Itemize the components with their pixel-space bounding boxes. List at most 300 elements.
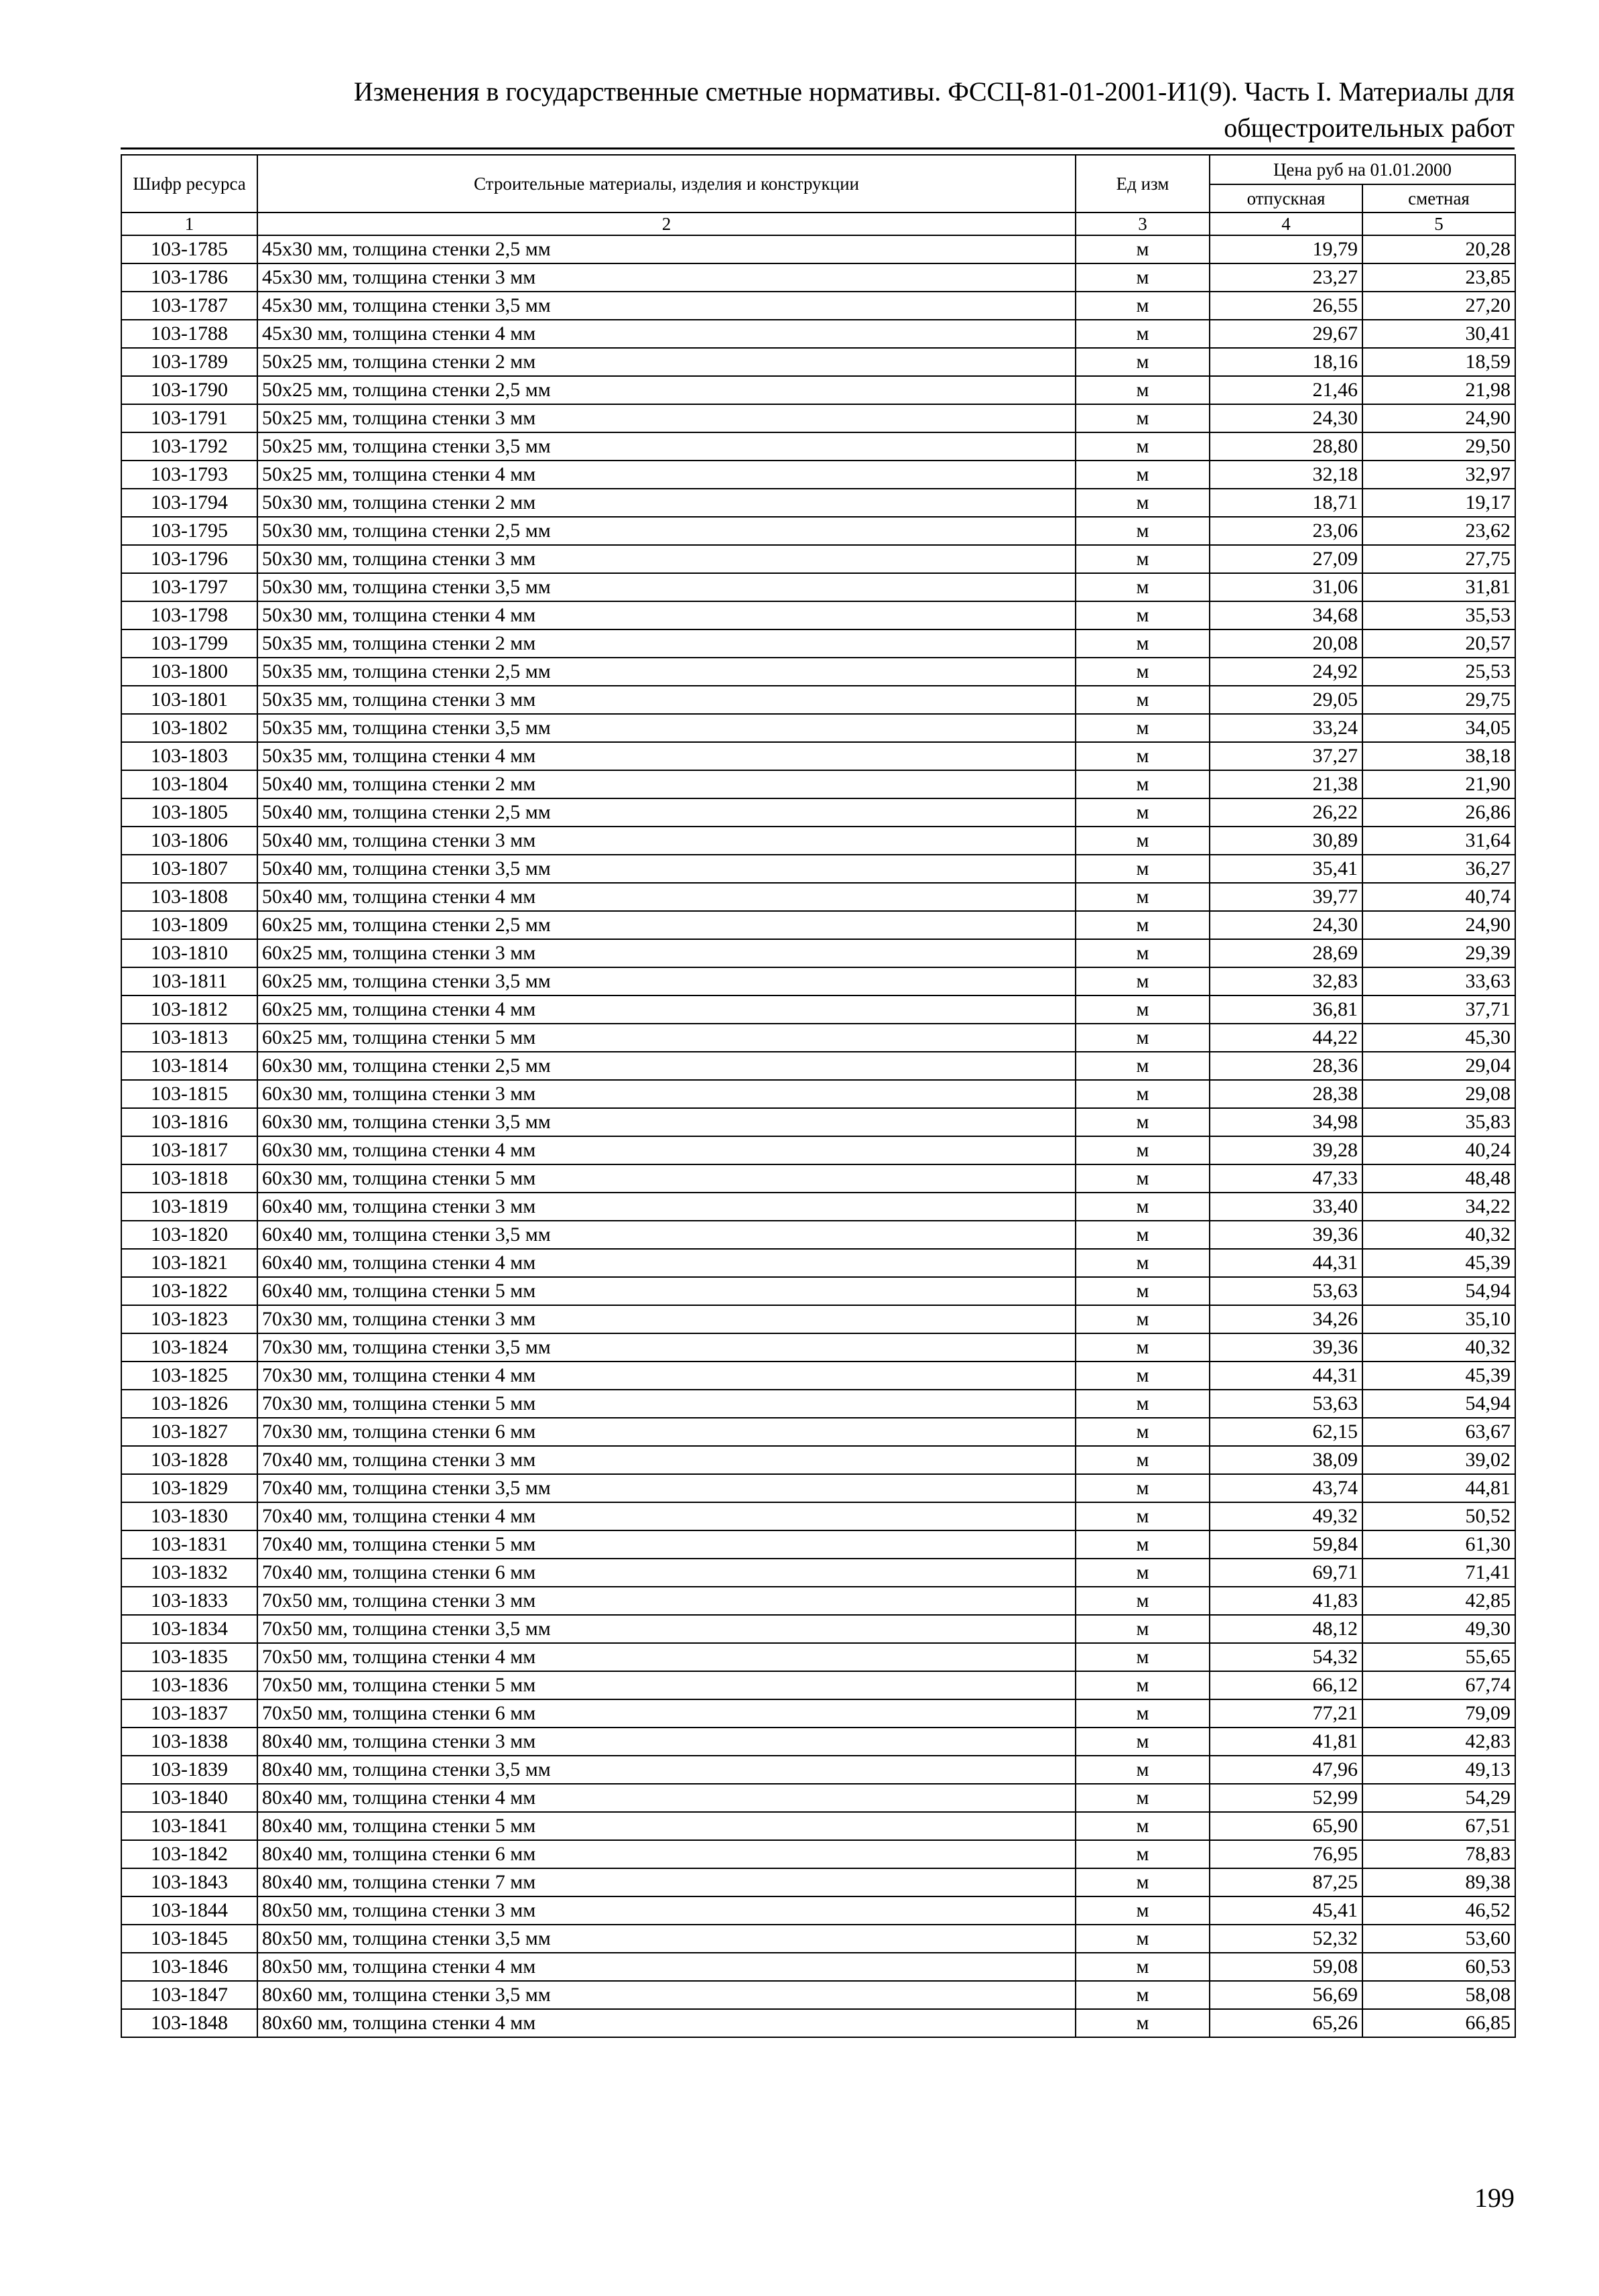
table-row	[121, 1221, 1515, 1249]
estimate-price-cell: 58,08	[1362, 1981, 1515, 2009]
col-header-name: Строительные материалы, изделия и конструкции	[257, 155, 1076, 213]
table-row	[121, 517, 1515, 545]
material-name-cell: 50x25 мм, толщина стенки 3 мм	[257, 404, 1076, 432]
release-price-cell: 31,06	[1210, 573, 1362, 601]
table-row	[121, 798, 1515, 827]
estimate-price-cell: 89,38	[1362, 1868, 1515, 1896]
resource-code-cell: 103-1833	[121, 1587, 257, 1615]
unit-cell: м	[1076, 1052, 1210, 1080]
material-name-cell: 70x40 мм, толщина стенки 6 мм	[257, 1559, 1076, 1587]
resource-code-cell: 103-1815	[121, 1080, 257, 1108]
unit-cell: м	[1076, 742, 1210, 770]
release-price-cell: 41,83	[1210, 1587, 1362, 1615]
release-price-cell: 36,81	[1210, 995, 1362, 1024]
resource-code-cell: 103-1843	[121, 1868, 257, 1896]
resource-code-cell: 103-1787	[121, 292, 257, 320]
header-rule	[121, 147, 1515, 149]
material-name-cell: 45x30 мм, толщина стенки 3 мм	[257, 263, 1076, 292]
material-name-cell: 70x40 мм, толщина стенки 4 мм	[257, 1502, 1076, 1530]
table-row	[121, 1164, 1515, 1193]
resource-code-cell: 103-1837	[121, 1699, 257, 1728]
estimate-price-cell: 63,67	[1362, 1418, 1515, 1446]
resource-code-cell: 103-1790	[121, 376, 257, 404]
unit-cell: м	[1076, 798, 1210, 827]
estimate-price-cell: 71,41	[1362, 1559, 1515, 1587]
table-row	[121, 686, 1515, 714]
table-row	[121, 1812, 1515, 1840]
release-price-cell: 37,27	[1210, 742, 1362, 770]
table-row	[121, 320, 1515, 348]
release-price-cell: 43,74	[1210, 1474, 1362, 1502]
unit-cell: м	[1076, 1953, 1210, 1981]
release-price-cell: 45,41	[1210, 1896, 1362, 1925]
material-name-cell: 50x35 мм, толщина стенки 3,5 мм	[257, 714, 1076, 742]
resource-code-cell: 103-1826	[121, 1390, 257, 1418]
resource-code-cell: 103-1827	[121, 1418, 257, 1446]
material-name-cell: 50x30 мм, толщина стенки 2,5 мм	[257, 517, 1076, 545]
material-name-cell: 80x40 мм, толщина стенки 5 мм	[257, 1812, 1076, 1840]
material-name-cell: 50x35 мм, толщина стенки 2,5 мм	[257, 658, 1076, 686]
resource-code-cell: 103-1811	[121, 967, 257, 995]
material-name-cell: 50x35 мм, толщина стенки 2 мм	[257, 629, 1076, 658]
table-row	[121, 1756, 1515, 1784]
resource-code-cell: 103-1785	[121, 235, 257, 263]
resource-code-cell: 103-1818	[121, 1164, 257, 1193]
resource-code-cell: 103-1844	[121, 1896, 257, 1925]
resource-code-cell: 103-1786	[121, 263, 257, 292]
resource-code-cell: 103-1788	[121, 320, 257, 348]
release-price-cell: 28,38	[1210, 1080, 1362, 1108]
release-price-cell: 59,84	[1210, 1530, 1362, 1559]
estimate-price-cell: 23,62	[1362, 517, 1515, 545]
material-name-cell: 45x30 мм, толщина стенки 2,5 мм	[257, 235, 1076, 263]
resource-code-cell: 103-1814	[121, 1052, 257, 1080]
material-name-cell: 80x50 мм, толщина стенки 3,5 мм	[257, 1925, 1076, 1953]
table-row	[121, 939, 1515, 967]
resource-code-cell: 103-1819	[121, 1193, 257, 1221]
unit-cell: м	[1076, 714, 1210, 742]
table-row	[121, 714, 1515, 742]
material-name-cell: 50x30 мм, толщина стенки 2 мм	[257, 489, 1076, 517]
material-name-cell: 70x30 мм, толщина стенки 6 мм	[257, 1418, 1076, 1446]
estimate-price-cell: 29,08	[1362, 1080, 1515, 1108]
unit-cell: м	[1076, 376, 1210, 404]
material-name-cell: 60x25 мм, толщина стенки 4 мм	[257, 995, 1076, 1024]
resource-code-cell: 103-1831	[121, 1530, 257, 1559]
release-price-cell: 39,77	[1210, 883, 1362, 911]
estimate-price-cell: 45,30	[1362, 1024, 1515, 1052]
estimate-price-cell: 21,98	[1362, 376, 1515, 404]
release-price-cell: 28,69	[1210, 939, 1362, 967]
material-name-cell: 60x25 мм, толщина стенки 5 мм	[257, 1024, 1076, 1052]
resource-code-cell: 103-1824	[121, 1333, 257, 1362]
estimate-price-cell: 45,39	[1362, 1249, 1515, 1277]
table-row	[121, 1699, 1515, 1728]
release-price-cell: 44,22	[1210, 1024, 1362, 1052]
table-row	[121, 1896, 1515, 1925]
table-row	[121, 1868, 1515, 1896]
col-number-2: 2	[257, 213, 1076, 235]
estimate-price-cell: 18,59	[1362, 348, 1515, 376]
material-name-cell: 70x50 мм, толщина стенки 4 мм	[257, 1643, 1076, 1671]
release-price-cell: 76,95	[1210, 1840, 1362, 1868]
table-row	[121, 1474, 1515, 1502]
release-price-cell: 21,46	[1210, 376, 1362, 404]
estimate-price-cell: 35,10	[1362, 1305, 1515, 1333]
release-price-cell: 52,32	[1210, 1925, 1362, 1953]
table-row	[121, 1333, 1515, 1362]
unit-cell: м	[1076, 1446, 1210, 1474]
material-name-cell: 80x50 мм, толщина стенки 3 мм	[257, 1896, 1076, 1925]
unit-cell: м	[1076, 517, 1210, 545]
estimate-price-cell: 26,86	[1362, 798, 1515, 827]
resource-code-cell: 103-1825	[121, 1362, 257, 1390]
material-name-cell: 50x40 мм, толщина стенки 3 мм	[257, 827, 1076, 855]
estimate-price-cell: 35,83	[1362, 1108, 1515, 1136]
release-price-cell: 54,32	[1210, 1643, 1362, 1671]
unit-cell: м	[1076, 461, 1210, 489]
resource-code-cell: 103-1816	[121, 1108, 257, 1136]
material-name-cell: 50x30 мм, толщина стенки 4 мм	[257, 601, 1076, 629]
estimate-price-cell: 61,30	[1362, 1530, 1515, 1559]
unit-cell: м	[1076, 1530, 1210, 1559]
resource-code-cell: 103-1812	[121, 995, 257, 1024]
estimate-price-cell: 38,18	[1362, 742, 1515, 770]
release-price-cell: 39,28	[1210, 1136, 1362, 1164]
table-row	[121, 1446, 1515, 1474]
col-header-unit: Ед изм	[1076, 155, 1210, 213]
table-row	[121, 1671, 1515, 1699]
unit-cell: м	[1076, 939, 1210, 967]
unit-cell: м	[1076, 404, 1210, 432]
table-row	[121, 348, 1515, 376]
release-price-cell: 69,71	[1210, 1559, 1362, 1587]
estimate-price-cell: 31,81	[1362, 573, 1515, 601]
estimate-price-cell: 29,75	[1362, 686, 1515, 714]
estimate-price-cell: 34,22	[1362, 1193, 1515, 1221]
release-price-cell: 62,15	[1210, 1418, 1362, 1446]
resource-code-cell: 103-1836	[121, 1671, 257, 1699]
unit-cell: м	[1076, 263, 1210, 292]
release-price-cell: 39,36	[1210, 1333, 1362, 1362]
material-name-cell: 60x25 мм, толщина стенки 3,5 мм	[257, 967, 1076, 995]
estimate-price-cell: 21,90	[1362, 770, 1515, 798]
material-name-cell: 70x50 мм, толщина стенки 5 мм	[257, 1671, 1076, 1699]
resource-code-cell: 103-1793	[121, 461, 257, 489]
unit-cell: м	[1076, 911, 1210, 939]
estimate-price-cell: 54,94	[1362, 1277, 1515, 1305]
unit-cell: м	[1076, 1193, 1210, 1221]
resource-code-cell: 103-1817	[121, 1136, 257, 1164]
release-price-cell: 38,09	[1210, 1446, 1362, 1474]
unit-cell: м	[1076, 995, 1210, 1024]
estimate-price-cell: 53,60	[1362, 1925, 1515, 1953]
table-row	[121, 1080, 1515, 1108]
table-row	[121, 235, 1515, 263]
unit-cell: м	[1076, 1615, 1210, 1643]
resource-code-cell: 103-1841	[121, 1812, 257, 1840]
material-name-cell: 50x25 мм, толщина стенки 2,5 мм	[257, 376, 1076, 404]
unit-cell: м	[1076, 235, 1210, 263]
material-name-cell: 70x50 мм, толщина стенки 3,5 мм	[257, 1615, 1076, 1643]
resource-code-cell: 103-1804	[121, 770, 257, 798]
resource-code-cell: 103-1830	[121, 1502, 257, 1530]
release-price-cell: 20,08	[1210, 629, 1362, 658]
estimate-price-cell: 40,32	[1362, 1333, 1515, 1362]
table-row	[121, 1418, 1515, 1446]
table-row	[121, 1362, 1515, 1390]
table-row	[121, 1559, 1515, 1587]
unit-cell: м	[1076, 1756, 1210, 1784]
release-price-cell: 34,68	[1210, 601, 1362, 629]
release-price-cell: 26,55	[1210, 292, 1362, 320]
page-header	[121, 74, 1515, 146]
material-name-cell: 50x35 мм, толщина стенки 4 мм	[257, 742, 1076, 770]
estimate-price-cell: 30,41	[1362, 320, 1515, 348]
material-name-cell: 80x40 мм, толщина стенки 3 мм	[257, 1728, 1076, 1756]
material-name-cell: 70x50 мм, толщина стенки 6 мм	[257, 1699, 1076, 1728]
unit-cell: м	[1076, 770, 1210, 798]
material-name-cell: 50x30 мм, толщина стенки 3,5 мм	[257, 573, 1076, 601]
estimate-price-cell: 54,29	[1362, 1784, 1515, 1812]
unit-cell: м	[1076, 1728, 1210, 1756]
table-row	[121, 489, 1515, 517]
estimate-price-cell: 49,13	[1362, 1756, 1515, 1784]
unit-cell: м	[1076, 1333, 1210, 1362]
table-row	[121, 1305, 1515, 1333]
material-name-cell: 60x40 мм, толщина стенки 5 мм	[257, 1277, 1076, 1305]
material-name-cell: 80x50 мм, толщина стенки 4 мм	[257, 1953, 1076, 1981]
unit-cell: м	[1076, 432, 1210, 461]
material-name-cell: 50x35 мм, толщина стенки 3 мм	[257, 686, 1076, 714]
release-price-cell: 30,89	[1210, 827, 1362, 855]
estimate-price-cell: 67,51	[1362, 1812, 1515, 1840]
unit-cell: м	[1076, 1305, 1210, 1333]
table-row	[121, 263, 1515, 292]
unit-cell: м	[1076, 1699, 1210, 1728]
release-price-cell: 24,30	[1210, 404, 1362, 432]
unit-cell: м	[1076, 1136, 1210, 1164]
resource-code-cell: 103-1794	[121, 489, 257, 517]
table-row	[121, 855, 1515, 883]
material-name-cell: 80x40 мм, толщина стенки 3,5 мм	[257, 1756, 1076, 1784]
col-number-5: 5	[1362, 213, 1515, 235]
release-price-cell: 87,25	[1210, 1868, 1362, 1896]
unit-cell: м	[1076, 1164, 1210, 1193]
header-title-line1: Изменения в государственные сметные нормативы. ФССЦ-81-01-2001-И1(9). Часть I. Материалы для	[353, 76, 1515, 107]
release-price-cell: 41,81	[1210, 1728, 1362, 1756]
table-row	[121, 1277, 1515, 1305]
table-row	[121, 1925, 1515, 1953]
table-row	[121, 911, 1515, 939]
estimate-price-cell: 24,90	[1362, 911, 1515, 939]
release-price-cell: 33,24	[1210, 714, 1362, 742]
resource-code-cell: 103-1808	[121, 883, 257, 911]
unit-cell: м	[1076, 883, 1210, 911]
table-body	[121, 235, 1515, 2037]
table-row	[121, 629, 1515, 658]
release-price-cell: 65,90	[1210, 1812, 1362, 1840]
table-row	[121, 1052, 1515, 1080]
release-price-cell: 59,08	[1210, 1953, 1362, 1981]
material-name-cell: 70x30 мм, толщина стенки 4 мм	[257, 1362, 1076, 1390]
unit-cell: м	[1076, 2009, 1210, 2037]
table-row	[121, 2009, 1515, 2037]
col-number-3: 3	[1076, 213, 1210, 235]
release-price-cell: 32,18	[1210, 461, 1362, 489]
resource-code-cell: 103-1840	[121, 1784, 257, 1812]
table-row	[121, 1108, 1515, 1136]
resource-code-cell: 103-1802	[121, 714, 257, 742]
unit-cell: м	[1076, 967, 1210, 995]
estimate-price-cell: 23,85	[1362, 263, 1515, 292]
unit-cell: м	[1076, 1587, 1210, 1615]
release-price-cell: 32,83	[1210, 967, 1362, 995]
release-price-cell: 77,21	[1210, 1699, 1362, 1728]
estimate-price-cell: 27,75	[1362, 545, 1515, 573]
material-name-cell: 60x30 мм, толщина стенки 3 мм	[257, 1080, 1076, 1108]
release-price-cell: 21,38	[1210, 770, 1362, 798]
resource-code-cell: 103-1820	[121, 1221, 257, 1249]
release-price-cell: 53,63	[1210, 1277, 1362, 1305]
release-price-cell: 53,63	[1210, 1390, 1362, 1418]
material-name-cell: 70x30 мм, толщина стенки 3,5 мм	[257, 1333, 1076, 1362]
estimate-price-cell: 42,85	[1362, 1587, 1515, 1615]
material-name-cell: 50x40 мм, толщина стенки 3,5 мм	[257, 855, 1076, 883]
material-name-cell: 50x30 мм, толщина стенки 3 мм	[257, 545, 1076, 573]
release-price-cell: 39,36	[1210, 1221, 1362, 1249]
estimate-price-cell: 40,74	[1362, 883, 1515, 911]
material-name-cell: 80x60 мм, толщина стенки 3,5 мм	[257, 1981, 1076, 2009]
estimate-price-cell: 49,30	[1362, 1615, 1515, 1643]
resource-code-cell: 103-1822	[121, 1277, 257, 1305]
release-price-cell: 33,40	[1210, 1193, 1362, 1221]
table-row	[121, 376, 1515, 404]
release-price-cell: 34,26	[1210, 1305, 1362, 1333]
unit-cell: м	[1076, 855, 1210, 883]
material-name-cell: 50x40 мм, толщина стенки 2,5 мм	[257, 798, 1076, 827]
estimate-price-cell: 66,85	[1362, 2009, 1515, 2037]
table-row	[121, 292, 1515, 320]
estimate-price-cell: 50,52	[1362, 1502, 1515, 1530]
table-row	[121, 1249, 1515, 1277]
release-price-cell: 23,27	[1210, 263, 1362, 292]
resource-code-cell: 103-1848	[121, 2009, 257, 2037]
col-header-estimate-price: сметная	[1362, 184, 1515, 213]
resource-code-cell: 103-1838	[121, 1728, 257, 1756]
unit-cell: м	[1076, 1474, 1210, 1502]
material-name-cell: 60x30 мм, толщина стенки 5 мм	[257, 1164, 1076, 1193]
estimate-price-cell: 40,32	[1362, 1221, 1515, 1249]
unit-cell: м	[1076, 1925, 1210, 1953]
resource-code-cell: 103-1796	[121, 545, 257, 573]
release-price-cell: 52,99	[1210, 1784, 1362, 1812]
unit-cell: м	[1076, 1671, 1210, 1699]
unit-cell: м	[1076, 1277, 1210, 1305]
unit-cell: м	[1076, 1896, 1210, 1925]
col-header-price: Цена руб на 01.01.2000	[1210, 155, 1515, 184]
unit-cell: м	[1076, 1981, 1210, 2009]
estimate-price-cell: 19,17	[1362, 489, 1515, 517]
unit-cell: м	[1076, 545, 1210, 573]
release-price-cell: 34,98	[1210, 1108, 1362, 1136]
unit-cell: м	[1076, 1362, 1210, 1390]
resource-code-cell: 103-1805	[121, 798, 257, 827]
estimate-price-cell: 29,50	[1362, 432, 1515, 461]
prices-table	[121, 154, 1516, 2038]
material-name-cell: 60x40 мм, толщина стенки 3 мм	[257, 1193, 1076, 1221]
resource-code-cell: 103-1801	[121, 686, 257, 714]
unit-cell: м	[1076, 1812, 1210, 1840]
estimate-price-cell: 46,52	[1362, 1896, 1515, 1925]
page-number: 199	[1474, 2183, 1515, 2213]
table-row	[121, 742, 1515, 770]
unit-cell: м	[1076, 1643, 1210, 1671]
unit-cell: м	[1076, 1080, 1210, 1108]
release-price-cell: 28,80	[1210, 432, 1362, 461]
resource-code-cell: 103-1823	[121, 1305, 257, 1333]
material-name-cell: 60x25 мм, толщина стенки 3 мм	[257, 939, 1076, 967]
col-header-code: Шифр ресурса	[121, 155, 257, 213]
table-row	[121, 601, 1515, 629]
material-name-cell: 70x50 мм, толщина стенки 3 мм	[257, 1587, 1076, 1615]
estimate-price-cell: 27,20	[1362, 292, 1515, 320]
material-name-cell: 60x30 мм, толщина стенки 4 мм	[257, 1136, 1076, 1164]
resource-code-cell: 103-1845	[121, 1925, 257, 1953]
col-header-release-price: отпускная	[1210, 184, 1362, 213]
material-name-cell: 70x40 мм, толщина стенки 3 мм	[257, 1446, 1076, 1474]
release-price-cell: 65,26	[1210, 2009, 1362, 2037]
estimate-price-cell: 35,53	[1362, 601, 1515, 629]
table-row	[121, 995, 1515, 1024]
unit-cell: м	[1076, 348, 1210, 376]
estimate-price-cell: 55,65	[1362, 1643, 1515, 1671]
resource-code-cell: 103-1795	[121, 517, 257, 545]
release-price-cell: 28,36	[1210, 1052, 1362, 1080]
unit-cell: м	[1076, 686, 1210, 714]
unit-cell: м	[1076, 629, 1210, 658]
estimate-price-cell: 32,97	[1362, 461, 1515, 489]
header-title-line2: общестроительных работ	[1224, 113, 1515, 143]
table-row	[121, 1587, 1515, 1615]
table-row	[121, 432, 1515, 461]
resource-code-cell: 103-1797	[121, 573, 257, 601]
release-price-cell: 23,06	[1210, 517, 1362, 545]
estimate-price-cell: 60,53	[1362, 1953, 1515, 1981]
table-row	[121, 1953, 1515, 1981]
material-name-cell: 60x30 мм, толщина стенки 3,5 мм	[257, 1108, 1076, 1136]
estimate-price-cell: 48,48	[1362, 1164, 1515, 1193]
release-price-cell: 56,69	[1210, 1981, 1362, 2009]
material-name-cell: 70x30 мм, толщина стенки 5 мм	[257, 1390, 1076, 1418]
estimate-price-cell: 54,94	[1362, 1390, 1515, 1418]
estimate-price-cell: 44,81	[1362, 1474, 1515, 1502]
unit-cell: м	[1076, 1868, 1210, 1896]
unit-cell: м	[1076, 1559, 1210, 1587]
release-price-cell: 18,16	[1210, 348, 1362, 376]
estimate-price-cell: 78,83	[1362, 1840, 1515, 1868]
release-price-cell: 27,09	[1210, 545, 1362, 573]
estimate-price-cell: 67,74	[1362, 1671, 1515, 1699]
release-price-cell: 35,41	[1210, 855, 1362, 883]
estimate-price-cell: 79,09	[1362, 1699, 1515, 1728]
resource-code-cell: 103-1810	[121, 939, 257, 967]
table-row	[121, 1390, 1515, 1418]
col-number-4: 4	[1210, 213, 1362, 235]
estimate-price-cell: 29,39	[1362, 939, 1515, 967]
material-name-cell: 45x30 мм, толщина стенки 3,5 мм	[257, 292, 1076, 320]
material-name-cell: 45x30 мм, толщина стенки 4 мм	[257, 320, 1076, 348]
